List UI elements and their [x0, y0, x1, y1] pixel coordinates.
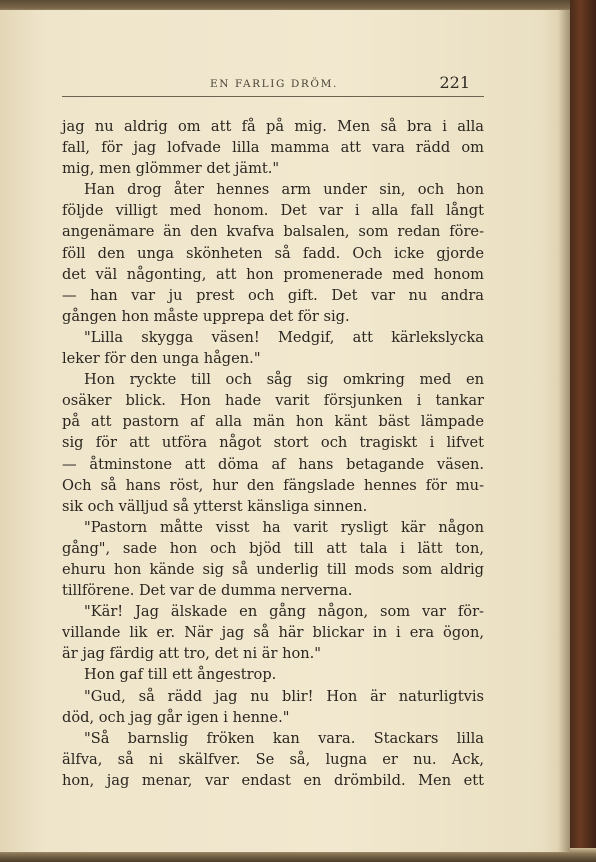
text-line: — åtminstone att döma af hans betagande väsen. — [62, 455, 484, 473]
text-line: sig för att utföra något stort och tragiskt i lifvet — [62, 434, 484, 452]
text-line: Han drog åter hennes arm under sin, och hon — [84, 181, 484, 199]
running-head — [62, 74, 484, 97]
text-line: hon, jag menar, var endast en drömbild. Men ett — [62, 771, 484, 789]
text-line: älfva, så ni skälfver. Se så, lugna er nu. Ack, — [62, 750, 484, 768]
text-line: villande lik er. När jag så här blickar in i era ögon, — [62, 624, 484, 642]
text-line: mig, men glömmer det jämt." — [62, 160, 280, 178]
text-line: "Pastorn måtte visst ha varit rysligt kär någon — [84, 518, 484, 536]
body-text — [62, 116, 484, 791]
text-line: "Gud, så rädd jag nu blir! Hon är naturligtvis — [84, 687, 484, 705]
running-title: EN FARLIG DRÖM. — [210, 78, 338, 90]
book-cover-edge — [570, 0, 596, 862]
text-line: "Kär! Jag älskade en gång någon, som var för- — [84, 603, 484, 621]
text-line: fall, för jag lofvade lilla mamma att vara rädd om — [62, 139, 484, 157]
text-line: Hon gaf till ett ångestrop. — [84, 666, 277, 684]
text-line: "Lilla skygga väsen! Medgif, att kärlekslycka — [84, 328, 484, 346]
text-line: på att pastorn af alla män hon känt bäst lämpade — [62, 413, 484, 431]
text-line: Hon ryckte till och såg sig omkring med en — [84, 371, 484, 389]
text-line: tillförene. Det var de dumma nerverna. — [62, 582, 353, 600]
text-line: gång", sade hon och bjöd till att tala i lätt ton, — [62, 539, 484, 557]
text-line: "Så barnslig fröken kan vara. Stackars lilla — [84, 729, 484, 747]
text-line: — han var ju prest och gift. Det var nu andra — [62, 286, 484, 304]
text-line: följde villigt med honom. Det var i alla fall långt — [62, 202, 484, 220]
text-line: sik och välljud så ytterst känsliga sinnen. — [62, 497, 368, 515]
text-line: det väl någonting, att hon promenerade med honom — [62, 265, 484, 283]
text-line: ehuru hon kände sig så underlig till mods som aldrig — [62, 560, 484, 578]
text-line: gången hon måste upprepa det för sig. — [62, 307, 350, 325]
page-number: 221 — [439, 73, 470, 92]
text-line: Och så hans röst, hur den fängslade hennes för mu- — [62, 476, 484, 494]
page-gutter-shadow — [558, 10, 570, 852]
text-line: angenämare än den kvafva balsalen, som redan före- — [62, 223, 484, 241]
text-line: föll den unga skönheten så fadd. Och icke gjorde — [62, 244, 484, 262]
page — [0, 10, 570, 852]
text-line: död, och jag går igen i henne." — [62, 708, 290, 726]
text-line: är jag färdig att tro, det ni är hon." — [62, 645, 322, 663]
text-line: osäker blick. Hon hade varit försjunken i tankar — [62, 392, 484, 410]
text-line: leker för den unga hågen." — [62, 350, 261, 368]
text-line: jag nu aldrig om att få på mig. Men så bra i alla — [62, 118, 484, 135]
